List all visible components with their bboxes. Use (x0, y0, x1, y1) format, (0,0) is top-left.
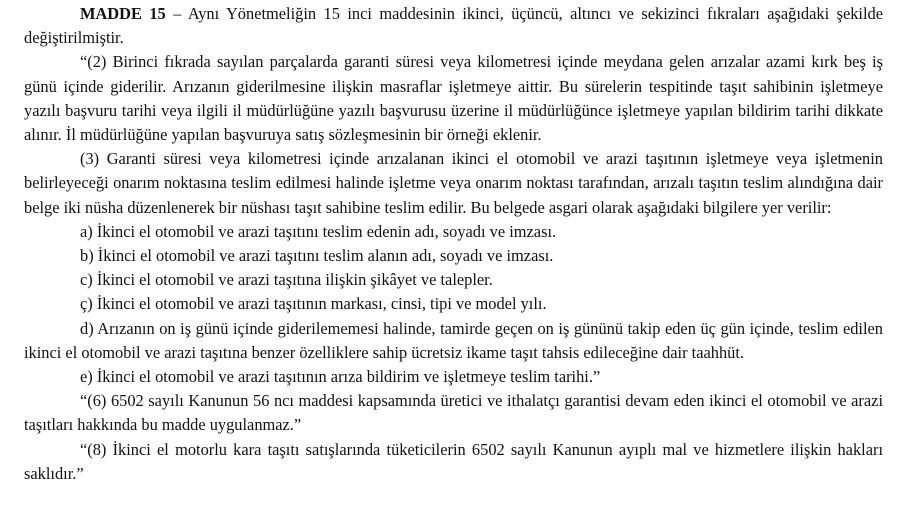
list-item-c: c) İkinci el otomobil ve arazi taşıtına ilişkin şikâyet ve talepler. (80, 270, 493, 290)
list-item-d: d) Arızanın on iş günü içinde giderilememesi halinde, tamirde geçen on iş gününü takip eden üç gün içinde, teslim edilen ikinci el otomobil ve arazi taşıtına benzer özelliklere sahip ücretsiz ikame taşıt tahsis edileceğine dair taahhüt. (24, 318, 883, 362)
paragraph-6: “(6) 6502 sayılı Kanunun 56 ncı maddesi kapsamında üretici ve ithalatçı garantisi devam eden ikinci el otomobil ve arazi taşıtları hakkında bu madde uygulanmaz.” (24, 391, 883, 435)
list-item-b: b) İkinci el otomobil ve arazi taşıtını teslim alanın adı, soyadı ve imzası. (80, 246, 554, 266)
paragraph-3: (3) Garanti süresi veya kilometresi içinde arızalanan ikinci el otomobil ve arazi taşıtının işletmeye veya işletmenin belirleyeceği onarım noktasına teslim edilmesi halinde işletme veya onarım noktası tarafından, arızalı taşıtın teslim alındığına dair belge iki nüsha düzenlenerek bir nüshası taşıt sahibine teslim edilir. Bu belgede asgari olarak aşağıdaki bilgilere yer verilir: (24, 149, 883, 217)
list-item-e: e) İkinci el otomobil ve arazi taşıtının arıza bildirim ve işletmeye teslim tarihi.” (80, 367, 601, 387)
list-item-c-cedilla: ç) İkinci el otomobil ve arazi taşıtının markası, cinsi, tipi ve model yılı. (80, 294, 547, 314)
paragraph-2: “(2) Birinci fıkrada sayılan parçalarda garanti süresi veya kilometresi içinde meydana gelen arızalar azami kırk beş iş günü içinde giderilir. Arızanın giderilmesine ilişkin masraflar işletmeye aittir. Bu sürelerin tespitinde taşıt sahibinin işletmeye yazılı başvuru tarihi veya ilgili il müdürlüğüne yazılı başvurusu üzerine il müdürlüğünce işletmeye yapılan bildirim tarihi dikkate alınır. İl müdürlüğüne yapılan başvuruya satış sözleşmesinin bir örneği eklenir. (24, 52, 883, 145)
list-item-a: a) İkinci el otomobil ve arazi taşıtını teslim edenin adı, soyadı ve imzası. (80, 221, 557, 241)
article-intro-text: – Aynı Yönetmeliğin 15 inci maddesinin ikinci, üçüncü, altıncı ve sekizinci fıkraları aşağıdaki şekilde değiştirilmiştir. (24, 4, 883, 48)
paragraph-8: “(8) İkinci el motorlu kara taşıtı satışlarında tüketicilerin 6502 sayılı Kanunun ayıplı mal ve hizmetlere ilişkin hakları saklıdır.” (24, 439, 883, 483)
article-intro-paragraph (24, 2, 883, 50)
article-heading: MADDE 15 (80, 4, 166, 23)
